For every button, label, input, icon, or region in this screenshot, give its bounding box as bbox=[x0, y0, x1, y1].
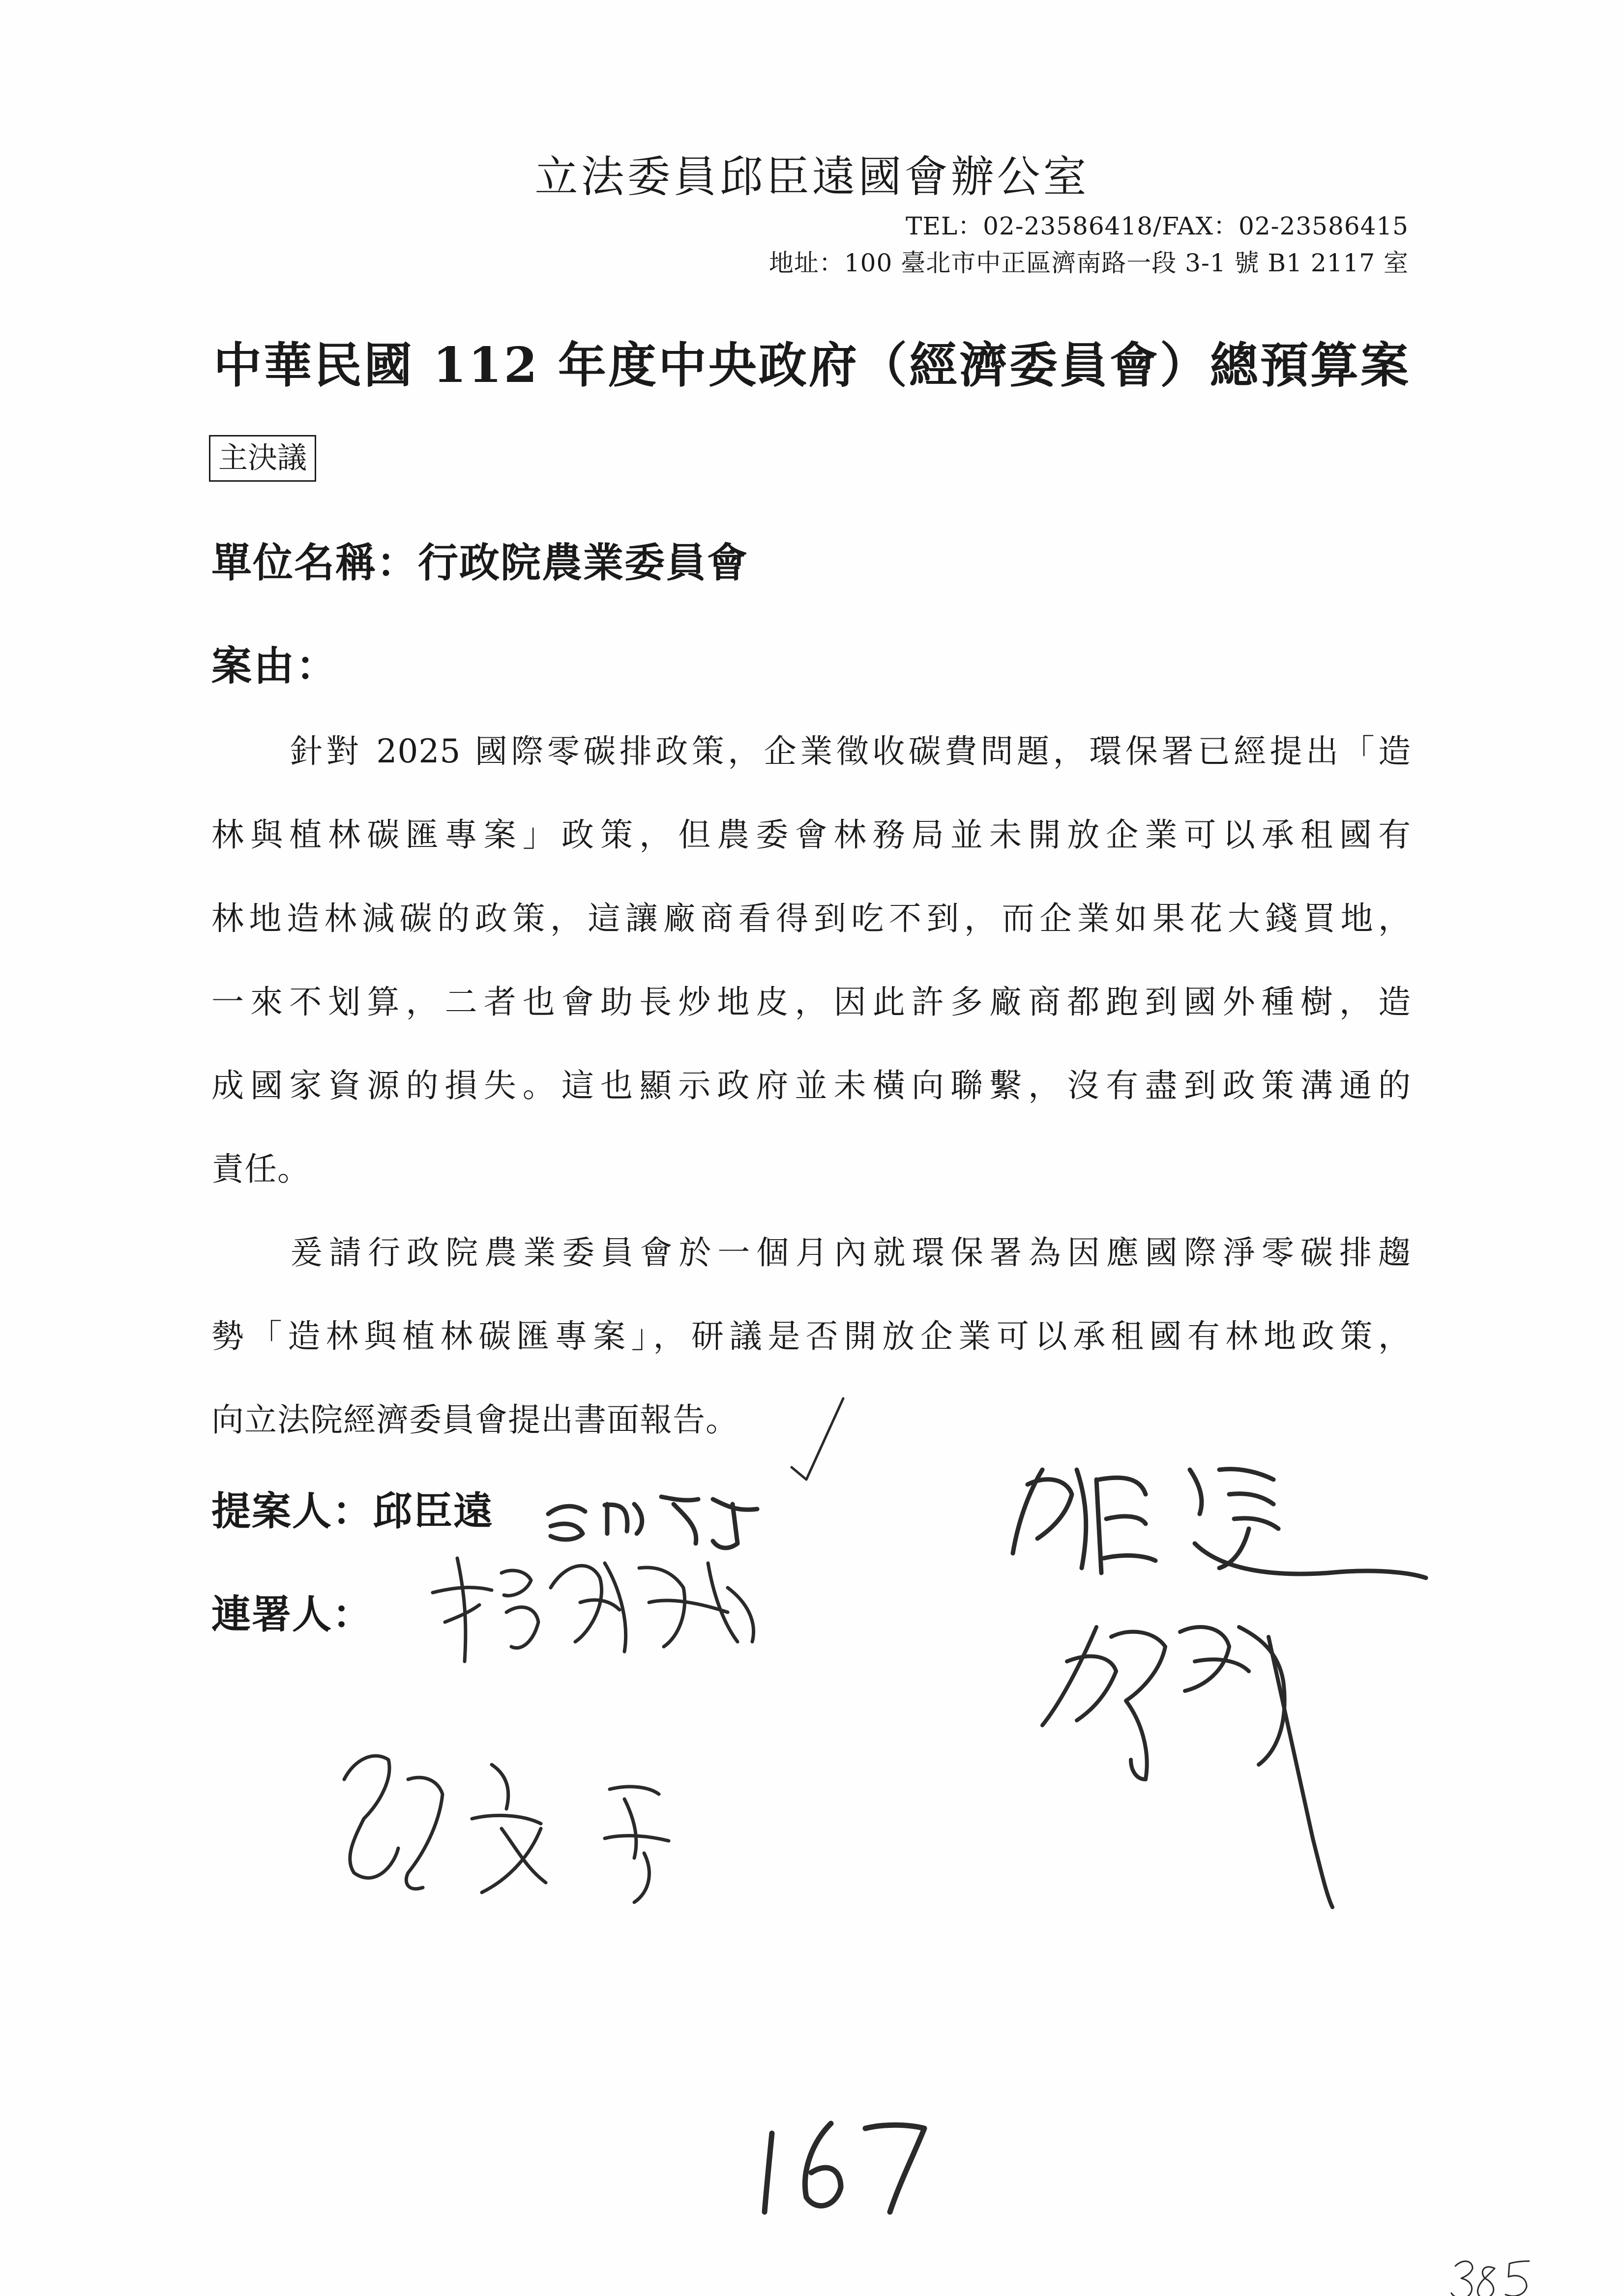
signature-cosigner-3 bbox=[1042, 1627, 1332, 1907]
signature-qiu bbox=[1013, 1469, 1426, 1578]
paragraph-line: 爰請行政院農業委員會於一個月內就環保署為因應國際淨零碳排趨 bbox=[290, 1234, 1411, 1272]
corner-number-handwritten bbox=[1451, 2261, 1529, 2296]
paragraph-line: 責任。 bbox=[211, 1150, 310, 1188]
office-name: 立法委員邱臣遠國會辦公室 bbox=[534, 151, 1090, 202]
reason-heading: 案由： bbox=[211, 642, 339, 690]
proposer-line: 提案人：邱臣遠 bbox=[211, 1488, 494, 1534]
paragraph-line: 成國家資源的損失。這也顯示政府並未橫向聯繫，沒有盡到政策溝通的 bbox=[211, 1067, 1411, 1104]
address-line: 地址：100 臺北市中正區濟南路一段 3-1 號 B1 2117 室 bbox=[768, 249, 1409, 277]
signature-cosigner-2 bbox=[344, 1756, 669, 1902]
document-title: 中華民國 112 年度中央政府（經濟委員會）總預算案 bbox=[213, 337, 1411, 394]
unit-name: 單位名稱：行政院農業委員會 bbox=[211, 539, 749, 586]
paragraph-line: 向立法院經濟委員會提出書面報告。 bbox=[211, 1401, 738, 1439]
page-number-handwritten bbox=[765, 2123, 924, 2212]
paragraph-line: 勢「造林與植林碳匯專案」，研議是否開放企業可以承租國有林地政策， bbox=[211, 1317, 1411, 1355]
paragraph-line: 一來不划算，二者也會助長炒地皮，因此許多廠商都跑到國外種樹，造 bbox=[211, 983, 1411, 1021]
cosigner-label: 連署人： bbox=[211, 1591, 373, 1637]
signature-proposer bbox=[548, 1497, 757, 1548]
resolution-badge: 主決議 bbox=[209, 435, 316, 482]
signature-cosigner-1 bbox=[433, 1558, 754, 1661]
paragraph-line: 針對 2025 國際零碳排政策，企業徵收碳費問題，環保署已經提出「造 bbox=[290, 732, 1411, 770]
contact-line: TEL：02-23586418/FAX：02-23586415 bbox=[906, 212, 1409, 240]
paragraph-line: 林與植林碳匯專案」政策，但農委會林務局並未開放企業可以承租國有 bbox=[211, 816, 1411, 854]
paragraph-line: 林地造林減碳的政策，這讓廠商看得到吃不到，而企業如果花大錢買地， bbox=[211, 900, 1411, 937]
check-mark bbox=[792, 1398, 843, 1480]
